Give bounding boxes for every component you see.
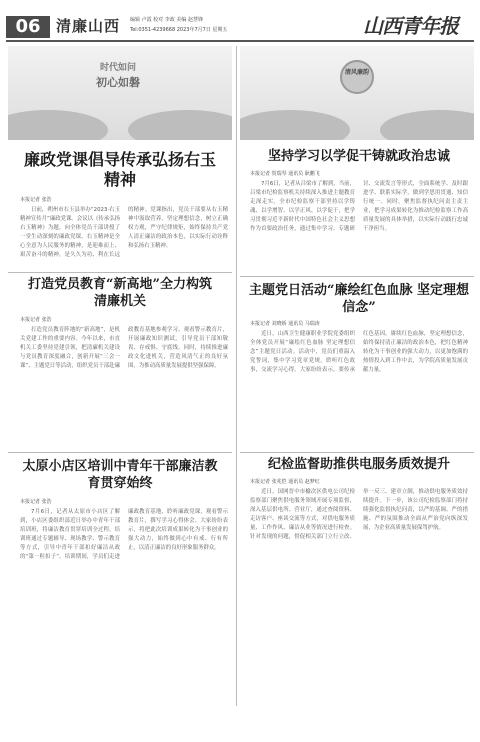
masthead: [0, 0, 480, 44]
column-divider: [236, 46, 237, 706]
article-body: 7月6日，记者从太原市小店区了解到，小店区委组织部近日举办中青年干部培训班，将廉洁教育贯穿培训全过程。培训班通过专题辅导、现场教学、警示教育等方式，引导中青年干部扣好廉洁从政的“第一粒扣子”。培训期间，学员们走进廉政教育基地，聆听廉政党课，观看警示教育片，撰写学习心得体会。大家纷纷表示，将把此次培训成果转化为干事创业的强大动力，始终做到心中有戒、行有所止，以清正廉洁的良好形象服务群众。: [20, 509, 228, 560]
page-number: 06: [6, 16, 50, 38]
section-title: 清廉山西: [56, 17, 121, 35]
article-headline: 打造党员教育“新高地”全力构筑清廉机关: [28, 277, 212, 309]
article-headline: 主题党日活动“廉绘红色血脉 坚定理想信念”: [248, 283, 469, 315]
article-body: 近日，国网晋中市榆次区供电公司纪检监察部门聚焦供电服务领域开展专项监督，深入基层供电所、营业厅，通过查阅资料、走访客户、座谈交流等方式，对供电服务质量、工作作风、廉洁从业等情况进行检查。针对发现的问题，督促相关部门立行立改、举一反三、建章立制，推动供电服务质效持续提升。下一步，该公司纪检监察部门将持续强化监督执纪问责，以严的基调、严的措施、严的氛围推动全面从严治党向纵深发展，为企业高质量发展保驾护航。: [250, 489, 468, 540]
article-separator: [8, 452, 232, 453]
editor-line: 编辑 卢霞 校对 李政 美编 赵慧锋: [130, 17, 203, 23]
article-body: 打造党员教育阵地的“新高地”，是机关党建工作的重要内容。今年以来，市直机关工委坚持党建引领，把清廉机关建设与党员教育深度融合，创新开展“三会一课”、主题党日等活动，组织党员干部赴廉政教育基地参观学习，观看警示教育片，开展廉政知识测试，引导党员干部知敬畏、存戒惧、守底线。同时，持续推进廉政文化进机关，营造风清气正的良好氛围，为推动高质量发展提供坚强保障。: [20, 327, 228, 369]
illustration-right: [240, 46, 474, 140]
article-byline: 本报记者 张浩: [20, 499, 52, 505]
illustration-caption: 时代如问: [100, 63, 137, 73]
newspaper-logo: 山西青年报: [363, 14, 458, 38]
date-line: Tel:0351-4239668 2023年7月7日 星期五: [130, 27, 228, 33]
page-footer: [0, 712, 480, 742]
article-byline: 本报记者 贺瑞琴 通讯员 耿鹏飞: [250, 171, 320, 177]
article-body: 日前，朔州市右玉县举办“2023·右玉精神宣传月”廉政党课。会议以《传承弘扬右玉精神》为题，向全体党员干部讲授了一堂生动深刻的廉政党课。右玉精神是全心全意为人民服务的精神，是迎难而上、艰苦奋斗的精神，是久久为功、利在长远的精神。党课指出，党员干部要从右玉精神中汲取营养，坚定理想信念，树立正确权力观，严守纪律规矩，始终保持共产党人清正廉洁的政治本色，以实际行动诠释和弘扬右玉精神。: [20, 207, 228, 258]
article-headline: 纪检监督助推供电服务质效提升: [267, 457, 450, 472]
hill-shape: [128, 110, 232, 140]
article-body: 近日，山西卫生健康职业学院党委组织全体党员开展“廉绘红色血脉 坚定理想信念”主题党日活动。活动中，党员们重温入党誓词，集中学习党章党规，聆听红色故事，交流学习心得。大家纷纷表示，要传承红色基因，赓续红色血脉，坚定理想信念，始终保持清正廉洁的政治本色，把红色精神转化为干事创业的强大动力，以更加饱满的热情投入到工作中去，为学院高质量发展贡献力量。: [250, 331, 468, 373]
article-separator: [240, 276, 474, 277]
article-headline: 太原小店区培训中青年干部廉洁教育贯穿始终: [22, 459, 218, 491]
hill-shape: [240, 110, 350, 140]
article-byline: 本报记者 刘晓娇 通讯员 马瑞涛: [250, 321, 320, 327]
article-byline: 本报记者 张浩: [20, 197, 52, 203]
article-separator: [240, 452, 474, 453]
hill-shape: [8, 110, 108, 140]
illustration-left: [8, 46, 232, 140]
header-rule: [6, 40, 474, 42]
article-headline: 廉政党课倡导传承弘扬右玉精神: [23, 150, 216, 189]
badge-icon: 清风廉韵: [340, 60, 374, 94]
article-byline: 本报记者 张兆恺 通讯员 赵梦红: [250, 479, 320, 485]
article-byline: 本报记者 张浩: [20, 317, 52, 323]
illustration-caption: 初心如磐: [96, 76, 140, 89]
article-body: 7月6日，记者从吕梁市了解到，当前，吕梁市纪检监察机关持续深入推进主题教育走深走实。全市纪检监察干部坚持以学铸魂、以学增智、以学正风、以学促干，把学习贯彻习近平新时代中国特色社会主义思想作为首要政治任务，通过集中学习、专题研讨、交流发言等形式，全面系统学、及时跟进学、联系实际学，做到学思用贯通、知信行统一。同时，聚焦监督执纪问责主责主业，把学习成果转化为推动纪检监察工作高质量发展的具体举措，以实际行动践行忠诚干净担当。: [250, 181, 468, 232]
article-separator: [8, 272, 232, 273]
hill-shape: [380, 110, 474, 140]
article-headline: 坚持学习以学促干铸就政治忠诚: [267, 149, 450, 164]
